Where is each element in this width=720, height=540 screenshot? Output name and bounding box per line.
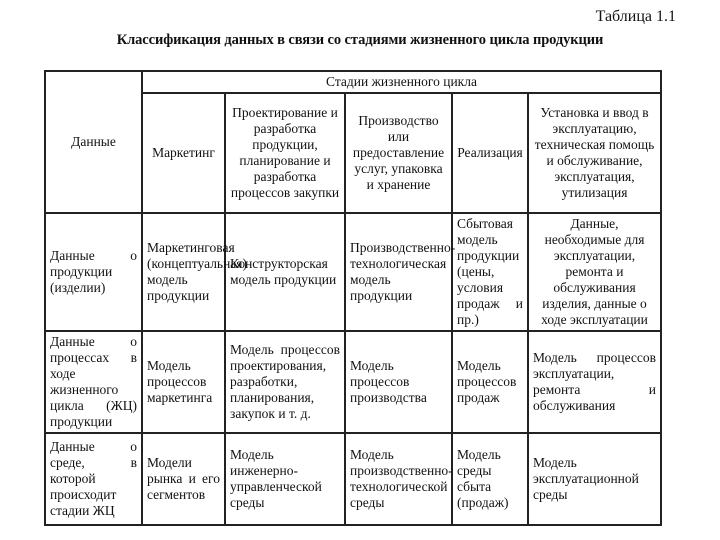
table-row — [45, 213, 661, 331]
table-row — [45, 433, 661, 525]
table-cell: Маркетинговая (концептуальная) модель продукции — [142, 213, 225, 331]
row-label-cell: Данные о продукции (изделии) — [45, 213, 142, 331]
table-cell: Модель процессов эксплуатации, ремонта и обслуживания — [528, 331, 661, 433]
table-cell: Сбытовая модель продукции (цены, условия продаж и пр.) — [452, 213, 528, 331]
stage-header-cell: Установка и ввод в эксплуатацию, техническая помощь и обслуживание, эксплуатация, утилизация — [528, 93, 661, 213]
table-title: Классификация данных в связи со стадиями жизненного цикла продукции — [116, 32, 604, 48]
table-row — [45, 331, 661, 433]
stage-header-cell: Маркетинг — [142, 93, 225, 213]
data-column-header: Данные — [45, 71, 142, 213]
table-header-row — [45, 71, 661, 93]
table-cell: Модель процессов маркетинга — [142, 331, 225, 433]
table-cell: Модель процессов проектирования, разработки, планирования, закупок и т. д. — [225, 331, 345, 433]
row-label-cell: Данные о среде, в которой происходит стадии ЖЦ — [45, 433, 142, 525]
stage-header-cell: Проектирование и разработка продукции, планирование и разработка процессов закупки — [225, 93, 345, 213]
table-cell: Модель производственно-технологической среды — [345, 433, 452, 525]
stages-header: Стадии жизненного цикла — [142, 71, 661, 93]
row-label-cell: Данные о процессах в ходе жизненного цикла (ЖЦ) продукции — [45, 331, 142, 433]
table-cell: Данные, необходимые для эксплуатации, ремонта и обслуживания изделия, данные о ходе эксплуатации — [528, 213, 661, 331]
table-cell: Модель эксплуатационной среды — [528, 433, 661, 525]
table-number-label: Таблица 1.1 — [595, 8, 676, 25]
table-cell: Модель процессов продаж — [452, 331, 528, 433]
table-cell: Конструкторская модель продукции — [225, 213, 345, 331]
stage-header-cell: Производство или предоставление услуг, упаковка и хранение — [345, 93, 452, 213]
lifecycle-data-table — [44, 70, 662, 526]
stage-header-cell: Реализация — [452, 93, 528, 213]
table-cell: Модель инженерно-управленческой среды — [225, 433, 345, 525]
table-cell: Производственно-технологическая модель продукции — [345, 213, 452, 331]
table-cell: Модель процессов производства — [345, 331, 452, 433]
table-cell: Модели рынка и его сегментов — [142, 433, 225, 525]
table-cell: Модель среды сбыта (продаж) — [452, 433, 528, 525]
